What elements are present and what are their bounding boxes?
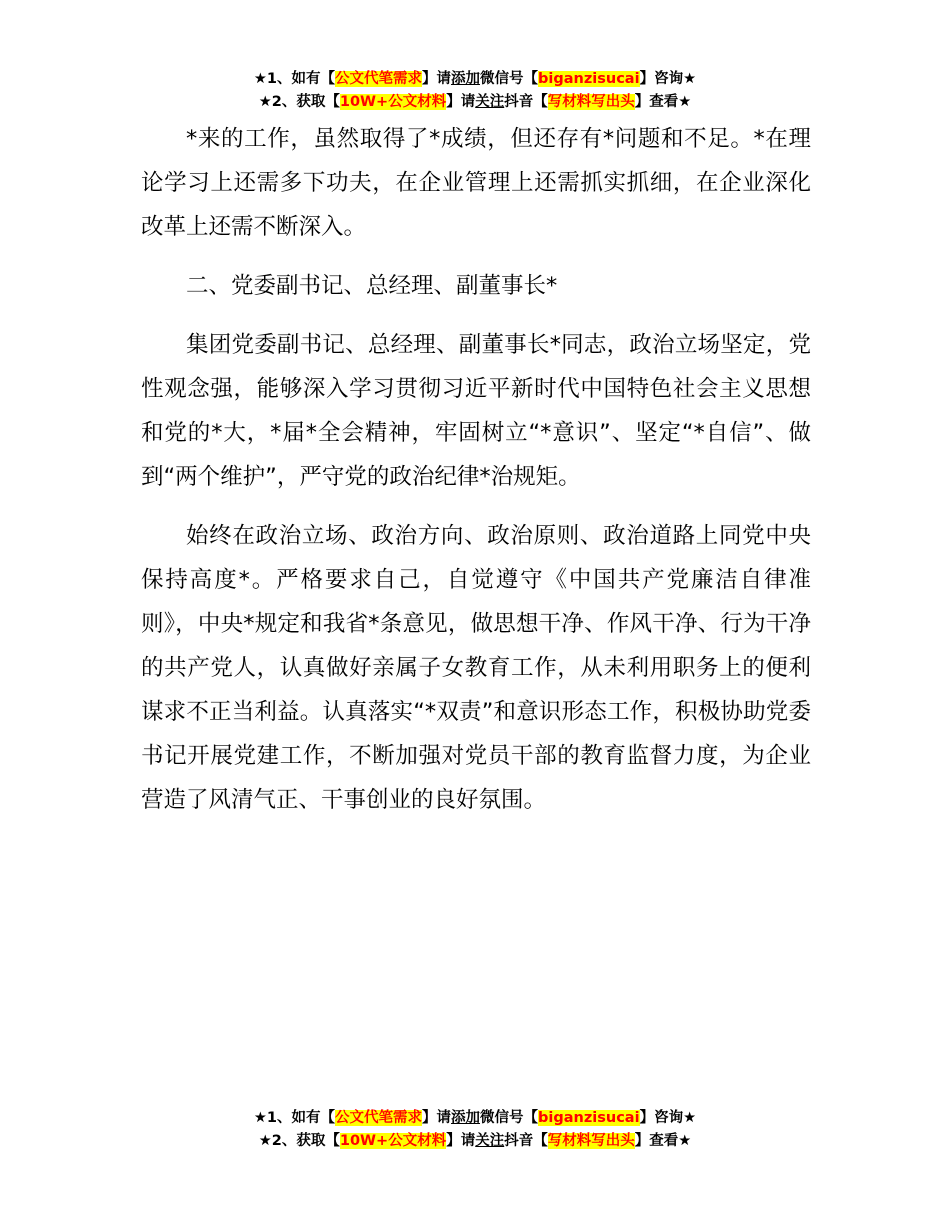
banner-text: 】请 — [422, 71, 452, 87]
banner-underline: 添加 — [451, 71, 481, 87]
banner-text: 】查看★ — [634, 94, 692, 110]
banner-text: 抖音【 — [504, 94, 548, 110]
banner-text: 】咨询★ — [639, 1110, 697, 1126]
banner-highlight: 10W+公文材料 — [339, 1133, 447, 1149]
banner-line-1 — [0, 1107, 950, 1130]
banner-text: ★2、获取【 — [258, 94, 340, 110]
footer-banner — [0, 1107, 950, 1153]
paragraph: 集团党委副书记、总经理、副董事长*同志，政治立场坚定，党性观念强，能够深入学习贯彻习近平新时代中国特色社会主义思想和党的*大，*届*全会精神，牢固树立“*意识”、坚定“*自信”、做到“两个维护”，严守党的政治纪律*治规矩。 — [141, 332, 811, 490]
paragraph: 始终在政治立场、政治方向、政治原则、政治道路上同党中央保持高度*。严格要求自己，自觉遵守《中国共产党廉洁自律准则》，中央*规定和我省*条意见，做思想干净、作风干净、行为干净的共产党人，认真做好亲属子女教育工作，从未利用职务上的便利谋求不正当利益。认真落实“*双责”和意识形态工作，积极协助党委书记开展党建工作，不断加强对党员干部的教育监督力度，为企业营造了风清气正、干事创业的良好氛围。 — [141, 523, 811, 813]
section-heading: 二、党委副书记、总经理、副董事长* — [186, 273, 558, 299]
banner-highlight: 10W+公文材料 — [339, 94, 447, 110]
paragraph-continued: *来的工作，虽然取得了*成绩，但还存有*问题和不足。*在理论学习上还需多下功夫，在企业管理上还需抓实抓细，在企业深化改革上还需不断深入。 — [141, 126, 811, 240]
header-banner — [0, 68, 950, 114]
banner-text: ★1、如有【 — [253, 1110, 336, 1126]
banner-text: 微信号【 — [480, 71, 539, 87]
banner-highlight: biganzisucai — [538, 1110, 640, 1126]
banner-line-2 — [0, 91, 950, 114]
banner-text: 】请 — [446, 1133, 476, 1149]
banner-line-2 — [0, 1130, 950, 1153]
banner-underline: 添加 — [451, 1110, 481, 1126]
banner-highlight: 公文代笔需求 — [335, 71, 423, 87]
banner-highlight: biganzisucai — [538, 71, 640, 87]
banner-highlight: 公文代笔需求 — [335, 1110, 423, 1126]
banner-text: 】请 — [446, 94, 476, 110]
banner-highlight: 写材料写出头 — [547, 94, 635, 110]
banner-text: ★2、获取【 — [258, 1133, 340, 1149]
banner-text: 】咨询★ — [639, 71, 697, 87]
banner-underline: 关注 — [475, 94, 505, 110]
banner-text: ★1、如有【 — [253, 71, 336, 87]
banner-text: 微信号【 — [480, 1110, 539, 1126]
document-body — [141, 117, 811, 837]
banner-line-1 — [0, 68, 950, 91]
banner-text: 】请 — [422, 1110, 452, 1126]
banner-highlight: 写材料写出头 — [547, 1133, 635, 1149]
banner-text: 】查看★ — [634, 1133, 692, 1149]
banner-text: 抖音【 — [504, 1133, 548, 1149]
banner-underline: 关注 — [475, 1133, 505, 1149]
